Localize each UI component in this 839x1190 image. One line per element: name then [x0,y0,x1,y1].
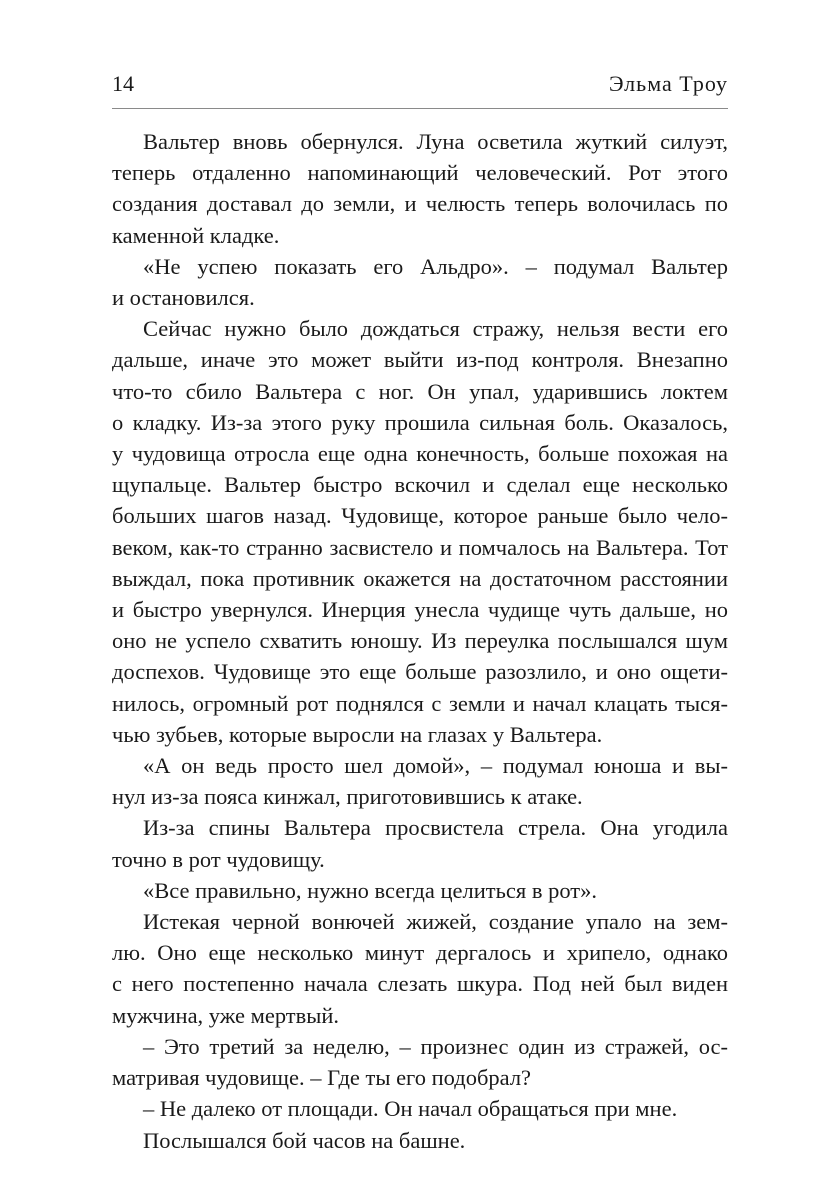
page-number: 14 [112,71,134,96]
text-line: Истекая черной вонючей жижей, создание упало на зем- [143,909,728,935]
text-line: нул из-за пояса кинжал, приготовившись к атаке. [112,784,583,810]
text-line: веком, как-то странно засвистело и помчалось на Вальтера. Тот [112,534,728,560]
text-line: и быстро увернулся. Инерция унесла чудище чуть дальше, но [112,597,728,623]
paragraph [112,812,728,874]
text-line: больших шагов назад. Чудовище, которое раньше было чело- [112,503,728,529]
paragraph [112,126,728,251]
text-line: щупальце. Вальтер быстро вскочил и сделал еще несколько [112,472,728,498]
text-line: – Не далеко от площади. Он начал обращаться при мне. [143,1096,678,1122]
text-line: «А он ведь просто шел домой», – подумал юноша и вы- [143,753,728,779]
text-line: доспехов. Чудовище это еще больше разозлило, и оно ощети- [112,659,728,685]
text-line: у чудовища отросла еще одна конечность, больше похожая на [112,441,728,467]
text-line: мужчина, уже мертвый. [112,1002,340,1028]
text-line: что-то сбило Вальтера с ног. Он упал, ударившись локтем [112,378,728,404]
paragraph [112,906,728,1031]
text-line: создания доставал до земли, и челюсть теперь волочилась по [112,191,728,217]
paragraph [112,875,728,906]
text-line: Из-за спины Вальтера просвистела стрела. Она угодила [143,815,728,841]
paragraph [112,1031,728,1093]
text-line: оно не успело схватить юношу. Из переулка послышался шум [112,628,728,654]
text-line: дальше, иначе это может выйти из-под контроля. Внезапно [112,347,728,373]
paragraph [112,1093,728,1124]
text-line: о кладку. Из-за этого руку прошила сильная боль. Оказалось, [112,409,728,435]
text-line: «Все правильно, нужно всегда целиться в рот». [143,877,597,903]
text-line: с него постепенно начала слезать шкура. Под ней был виден [112,971,728,997]
text-line: каменной кладке. [112,222,280,248]
paragraph [112,313,728,750]
text-line: выждал, пока противник окажется на достаточном расстоянии [112,565,728,591]
paragraph [112,251,728,313]
text-line: и остановился. [112,285,255,311]
text-line: – Это третий за неделю, – произнес один из стражей, ос- [143,1033,728,1059]
text-line: точно в рот чудовищу. [112,846,325,872]
paragraph [112,750,728,812]
running-head: Эльма Троу [608,71,728,96]
text-line: лю. Оно еще несколько минут дергалось и хрипело, однако [112,940,728,966]
body-text [112,126,728,1156]
text-line: Послышался бой часов на башне. [143,1127,466,1153]
text-line: матривая чудовище. – Где ты его подобрал? [112,1065,532,1091]
page-header [112,66,728,102]
header-rule [112,108,728,109]
text-line: «Не успею показать его Альдро». – подумал Вальтер [143,253,728,279]
text-line: нилось, огромный рот поднялся с земли и начал клацать тыся- [112,690,728,716]
text-line: теперь отдаленно напоминающий человеческий. Рот этого [112,160,728,186]
text-line: Сейчас нужно было дождаться стражу, нельзя вести его [143,316,728,342]
text-line: Вальтер вновь обернулся. Луна осветила жуткий силуэт, [143,129,728,154]
text-line: чью зубьев, которые выросли на глазах у Вальтера. [112,721,603,747]
paragraph [112,1125,728,1156]
